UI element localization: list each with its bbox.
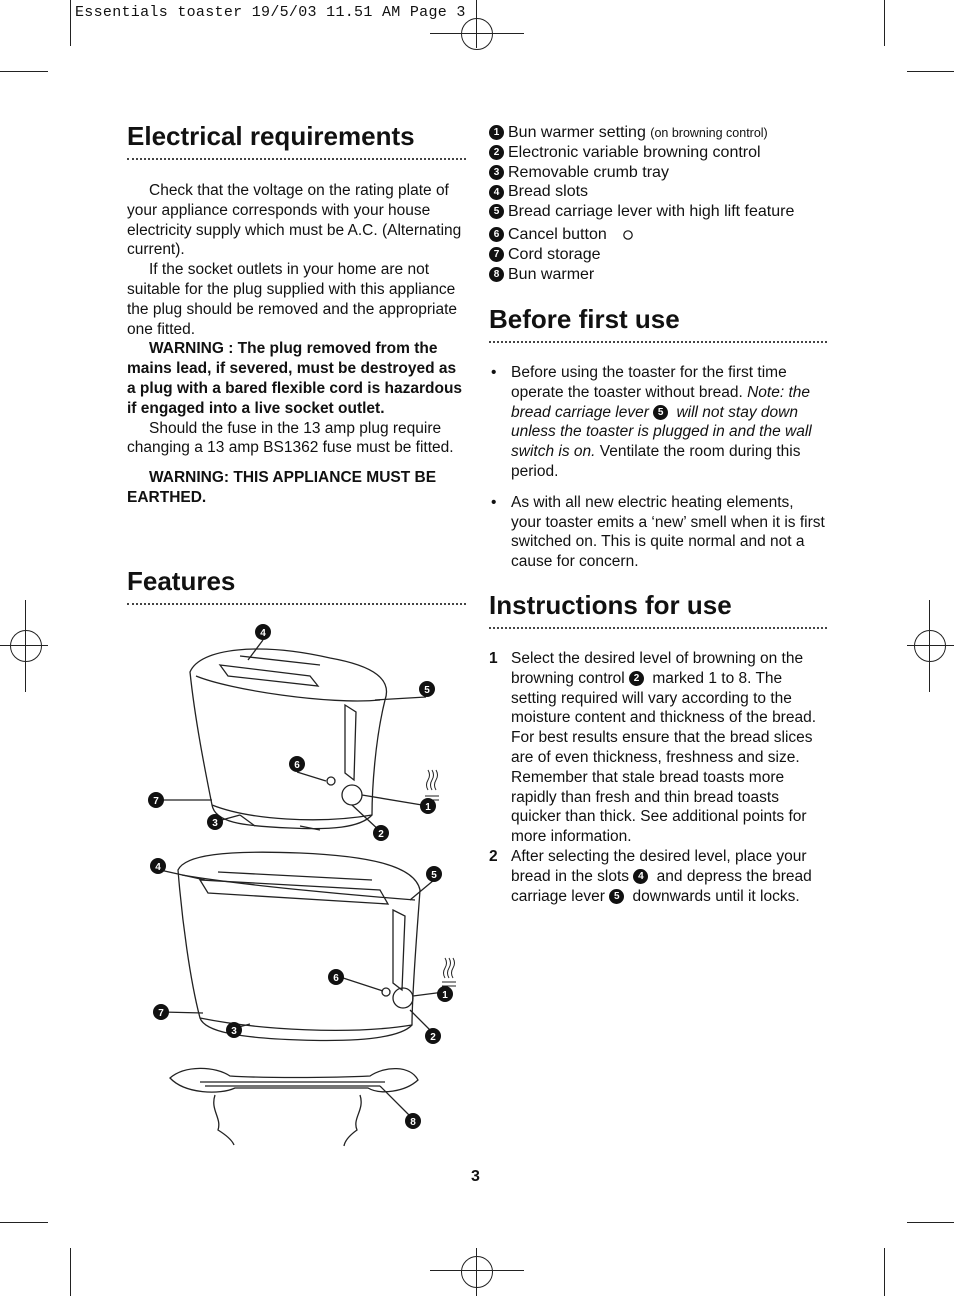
svg-text:7: 7 bbox=[153, 796, 159, 807]
features-section bbox=[127, 566, 466, 605]
callout-warmer-8 bbox=[405, 1113, 421, 1129]
callout-t2-6 bbox=[328, 969, 344, 985]
print-slug: Essentials toaster 19/5/03 11.51 AM Page 3 bbox=[75, 4, 466, 21]
feature-item: 6 Cancel button bbox=[489, 225, 827, 245]
feature-item: 5 Bread carriage lever with high lift feature bbox=[489, 202, 827, 222]
feature-item: 3 Removable crumb tray bbox=[489, 163, 827, 183]
features-list bbox=[489, 123, 827, 284]
svg-text:5: 5 bbox=[431, 870, 437, 881]
feature-item: 8 Bun warmer bbox=[489, 265, 827, 285]
features-list-column bbox=[489, 123, 827, 284]
svg-text:2: 2 bbox=[430, 1032, 436, 1043]
svg-text:8: 8 bbox=[410, 1117, 416, 1128]
instruction-step-2: 2 After selecting the desired level, place your bread in the slots 4 and depress the bread carriage lever 5 downwards until it locks. bbox=[489, 847, 812, 905]
svg-text:7: 7 bbox=[158, 1008, 164, 1019]
electrical-heading: Electrical requirements bbox=[127, 121, 466, 160]
callout-t1-6 bbox=[289, 756, 305, 772]
page-number: 3 bbox=[471, 1168, 480, 1185]
callout-t2-1 bbox=[437, 986, 453, 1002]
svg-text:6: 6 bbox=[333, 973, 339, 984]
callout-t1-7 bbox=[148, 792, 164, 808]
svg-text:2: 2 bbox=[378, 829, 384, 840]
callout-t1-1 bbox=[420, 798, 436, 814]
bun-warmer bbox=[170, 1068, 418, 1092]
callout-t2-2 bbox=[425, 1028, 441, 1044]
callout-t2-7 bbox=[153, 1004, 169, 1020]
callout-t1-5 bbox=[419, 681, 435, 697]
instruction-step-1: 1 Select the desired level of browning on the browning control 2 marked 1 to 8. The setting required will vary according to the moisture content and thickness of the bread. For best results ensure that the bread slices are of even thickness, freshness and size. Remember that stale bread toasts more rapidly than fresh and thin bread toasts quicker than thick. See additional points for more information. bbox=[489, 650, 817, 846]
electrical-warning-1: WARNING : The plug removed from the mains lead, if severed, must be destroyed as a plug with a bared flexible cord is hazardous if engaged into a live socket outlet. bbox=[127, 340, 463, 417]
feature-item: 7 Cord storage bbox=[489, 245, 827, 265]
svg-text:3: 3 bbox=[212, 818, 218, 829]
electrical-para-1: Check that the voltage on the rating plate of your appliance corresponds with your house electricity supply which must be A.C. (Alternating current). bbox=[127, 182, 462, 259]
svg-text:6: 6 bbox=[294, 760, 300, 771]
svg-text:1: 1 bbox=[442, 990, 448, 1001]
electrical-para-4: Should the fuse in the 13 amp plug require changing a 13 amp BS1362 fuse must be fitted. bbox=[127, 419, 454, 457]
instructions-heading: Instructions for use bbox=[489, 590, 827, 629]
electrical-warning-2: WARNING: THIS APPLIANCE MUST BE EARTHED. bbox=[127, 469, 437, 506]
svg-text:4: 4 bbox=[260, 628, 266, 639]
callout-t1-4 bbox=[255, 624, 271, 640]
feature-item: 4 Bread slots bbox=[489, 182, 827, 202]
svg-text:3: 3 bbox=[231, 1026, 237, 1037]
toaster-body-1 bbox=[190, 649, 387, 829]
callout-t2-4 bbox=[150, 858, 166, 874]
toaster-diagram bbox=[127, 612, 466, 1152]
callout-t2-3 bbox=[226, 1022, 242, 1038]
svg-text:1: 1 bbox=[425, 802, 431, 813]
feature-item: 2 Electronic variable browning control bbox=[489, 143, 827, 163]
before-bullet-2: • As with all new electric heating elements, your toaster emits a ‘new’ smell when it is first switched on. This is quite normal and not a cause for concern. bbox=[491, 493, 825, 571]
before-section bbox=[489, 304, 827, 572]
svg-text:4: 4 bbox=[155, 862, 161, 873]
svg-text:5: 5 bbox=[424, 685, 430, 696]
instructions-section bbox=[489, 590, 827, 906]
callout-t2-5 bbox=[426, 866, 442, 882]
callout-t1-3 bbox=[207, 814, 223, 830]
before-bullet-1: • Before using the toaster for the first time operate the toaster without bread. Note: the bread carriage lever 5 will not stay down unless the toaster is plugged in and the wall switch is on. Ventilate the room during this period. bbox=[491, 364, 812, 480]
left-column bbox=[127, 121, 466, 508]
cancel-icon bbox=[621, 229, 635, 241]
callout-t1-2 bbox=[373, 825, 389, 841]
features-heading: Features bbox=[127, 566, 466, 605]
feature-item: 1 Bun warmer setting (on browning control) bbox=[489, 123, 827, 143]
before-heading: Before first use bbox=[489, 304, 827, 343]
electrical-para-2: If the socket outlets in your home are not suitable for the plug supplied with this appliance the plug should be removed and the appropriate one fitted. bbox=[127, 261, 458, 338]
